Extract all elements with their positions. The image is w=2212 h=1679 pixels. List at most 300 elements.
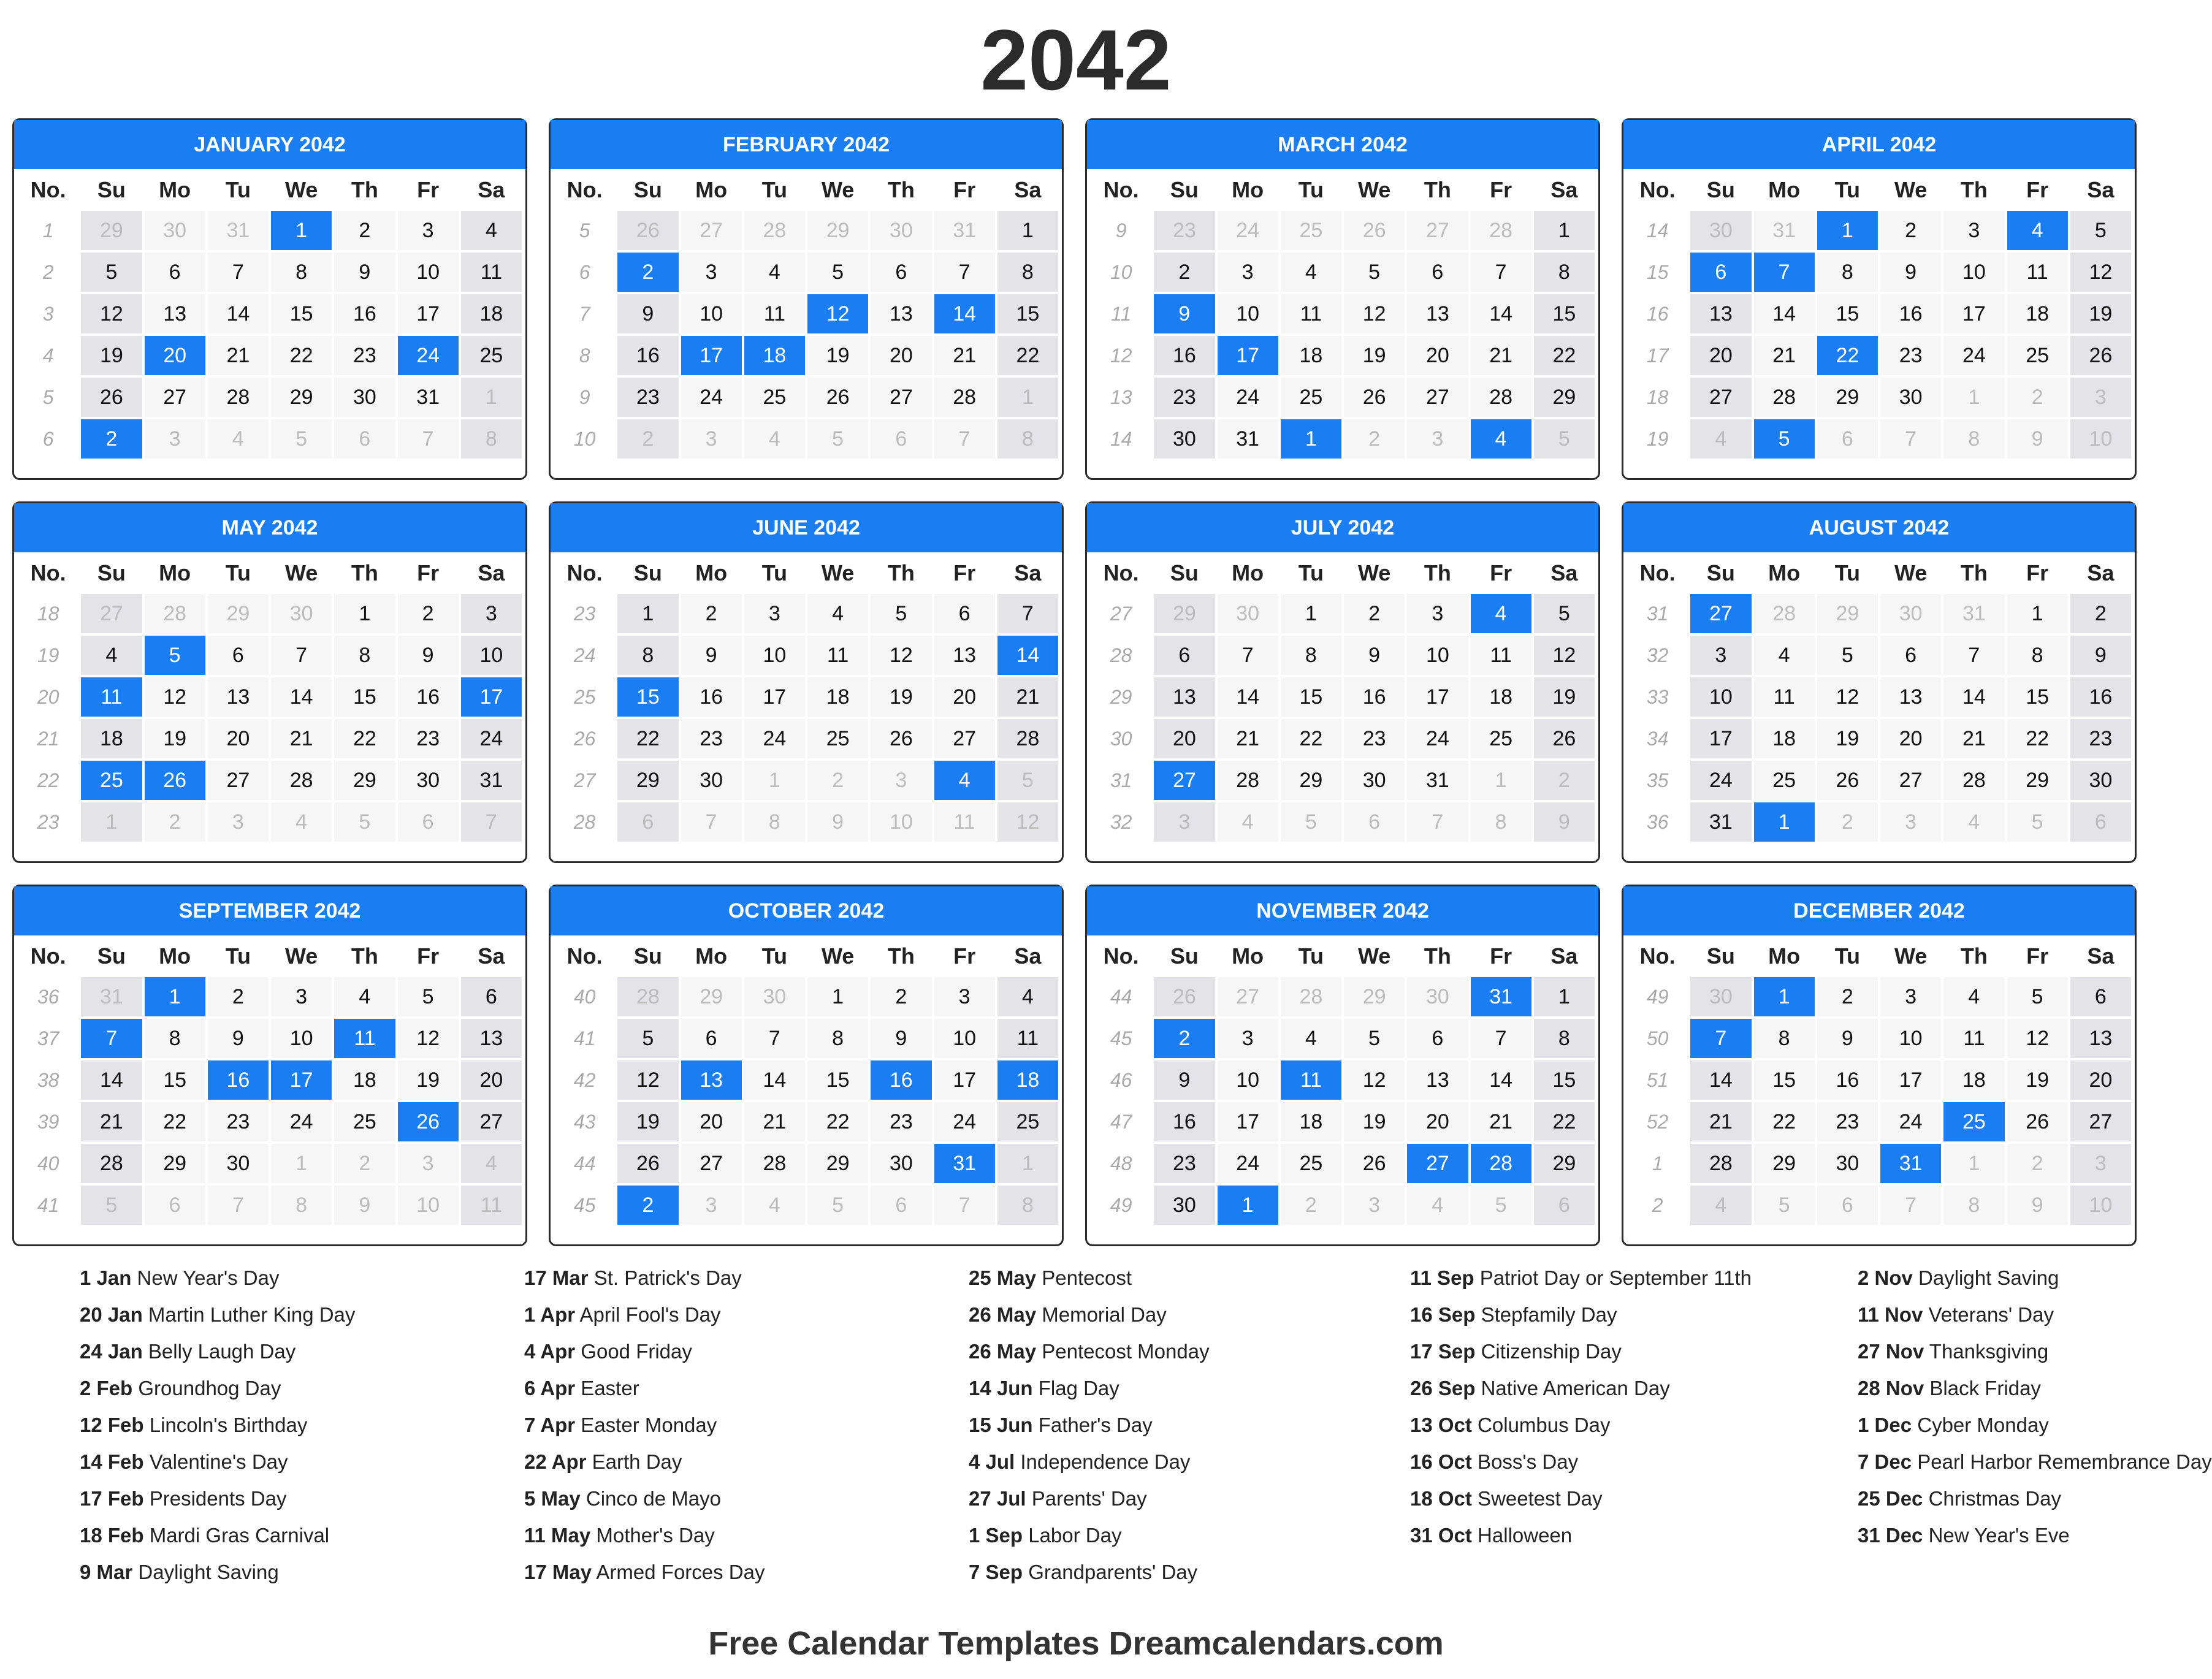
holiday-day-cell: 16 xyxy=(871,1060,931,1100)
holiday-item xyxy=(524,1407,765,1444)
day-cell: 19 xyxy=(398,1060,459,1100)
day-cell: 22 xyxy=(145,1102,205,1141)
day-cell: 8 xyxy=(1817,253,1878,292)
day-cell: 26 xyxy=(2070,336,2131,375)
holiday-date: 2 Feb xyxy=(80,1377,133,1399)
day-cell: 17 xyxy=(1218,1102,1278,1141)
day-cell: 6 xyxy=(1534,1186,1595,1225)
day-cell: 2 xyxy=(681,594,742,633)
footer-text: Free Calendar Templates Dreamcalendars.com xyxy=(708,1625,1444,1662)
day-cell: 30 xyxy=(1154,1186,1215,1225)
week-number: 23 xyxy=(554,594,615,633)
weekday-header: Fr xyxy=(1490,943,1512,969)
day-cell: 26 xyxy=(81,378,142,417)
day-cell: 8 xyxy=(1281,636,1341,675)
day-cell: 27 xyxy=(81,594,142,633)
holiday-name: Labor Day xyxy=(1023,1524,1122,1547)
day-cell: 6 xyxy=(681,1019,742,1058)
holiday-day-cell: 17 xyxy=(1218,336,1278,375)
holiday-name: Native American Day xyxy=(1475,1377,1670,1399)
holiday-date: 6 Apr xyxy=(524,1377,576,1399)
day-cell: 2 xyxy=(2007,1144,2068,1183)
week-number: 1 xyxy=(1627,1144,1688,1183)
day-cell: 14 xyxy=(271,677,332,717)
weekday-header: We xyxy=(284,560,318,585)
day-cell: 7 xyxy=(1471,253,1531,292)
day-cell: 13 xyxy=(1880,677,1941,717)
day-cell: 23 xyxy=(1154,211,1215,250)
holiday-name: Lincoln's Birthday xyxy=(143,1414,308,1436)
day-cell: 14 xyxy=(81,1060,142,1100)
day-cell: 7 xyxy=(398,419,459,459)
day-cell: 6 xyxy=(145,1186,205,1225)
day-cell: 26 xyxy=(1154,977,1215,1016)
day-cell: 15 xyxy=(2007,677,2068,717)
day-cell: 6 xyxy=(1880,636,1941,675)
month-title: JANUARY 2042 xyxy=(14,120,525,169)
weekday-header: Su xyxy=(633,177,662,202)
weekday-header: Mo xyxy=(1232,943,1264,969)
day-cell: 21 xyxy=(208,336,269,375)
weekday-header: Mo xyxy=(159,943,191,969)
day-cell: 20 xyxy=(934,677,995,717)
weekday-header: Sa xyxy=(1550,177,1578,202)
day-cell: 26 xyxy=(1344,1144,1405,1183)
holiday-day-cell: 11 xyxy=(81,677,142,717)
holiday-day-cell: 15 xyxy=(617,677,678,717)
day-cell: 6 xyxy=(398,802,459,842)
day-cell: 3 xyxy=(1218,1019,1278,1058)
day-cell: 2 xyxy=(1154,253,1215,292)
day-cell: 27 xyxy=(1880,761,1941,800)
day-cell: 27 xyxy=(1218,977,1278,1016)
day-cell: 11 xyxy=(744,294,805,333)
day-cell: 26 xyxy=(1344,211,1405,250)
week-number: 20 xyxy=(18,677,78,717)
holiday-day-cell: 28 xyxy=(1471,1144,1531,1183)
day-cell: 30 xyxy=(208,1144,269,1183)
month-calendar xyxy=(1622,501,2137,863)
week-number: 30 xyxy=(1091,719,1151,758)
day-cell: 7 xyxy=(744,1019,805,1058)
holiday-date: 26 Sep xyxy=(1410,1377,1476,1399)
day-cell: 21 xyxy=(271,719,332,758)
weekday-header: Tu xyxy=(1834,177,1861,202)
day-cell: 6 xyxy=(334,419,395,459)
weekday-header: Mo xyxy=(1232,560,1264,585)
day-cell: 2 xyxy=(807,761,868,800)
week-number: 21 xyxy=(18,719,78,758)
weekday-header: We xyxy=(1894,943,1928,969)
day-cell: 17 xyxy=(1407,677,1468,717)
weekday-header: No. xyxy=(1639,177,1676,202)
day-cell: 8 xyxy=(997,1186,1058,1225)
day-cell: 10 xyxy=(461,636,522,675)
day-cell: 20 xyxy=(461,1060,522,1100)
day-cell: 19 xyxy=(1817,719,1878,758)
day-cell: 8 xyxy=(1534,253,1595,292)
day-cell: 26 xyxy=(807,378,868,417)
holiday-item xyxy=(524,1370,765,1407)
week-number: 3 xyxy=(18,294,78,333)
weekday-header: Sa xyxy=(1550,943,1578,969)
holiday-day-cell: 25 xyxy=(81,761,142,800)
day-cell: 8 xyxy=(744,802,805,842)
holiday-day-cell: 1 xyxy=(145,977,205,1016)
day-cell: 2 xyxy=(334,211,395,250)
holiday-item xyxy=(969,1480,1210,1517)
week-number: 29 xyxy=(1091,677,1151,717)
day-cell: 18 xyxy=(1754,719,1815,758)
week-number: 25 xyxy=(554,677,615,717)
week-number: 10 xyxy=(554,419,615,459)
holiday-day-cell: 1 xyxy=(271,211,332,250)
day-cell: 29 xyxy=(1281,761,1341,800)
day-cell: 24 xyxy=(681,378,742,417)
day-cell: 19 xyxy=(807,336,868,375)
holiday-day-cell: 7 xyxy=(81,1019,142,1058)
weekday-header: Mo xyxy=(159,560,191,585)
day-cell: 3 xyxy=(1407,419,1468,459)
holiday-item xyxy=(1410,1517,1752,1554)
holiday-date: 25 May xyxy=(969,1266,1037,1289)
day-cell: 5 xyxy=(1281,802,1341,842)
holiday-date: 13 Oct xyxy=(1410,1414,1472,1436)
week-number: 16 xyxy=(1627,294,1688,333)
day-cell: 10 xyxy=(934,1019,995,1058)
day-cell: 1 xyxy=(1534,211,1595,250)
day-cell: 5 xyxy=(1471,1186,1531,1225)
holiday-date: 27 Jul xyxy=(969,1487,1026,1510)
week-number: 18 xyxy=(18,594,78,633)
weekday-header: Mo xyxy=(1768,177,1801,202)
day-cell: 22 xyxy=(2007,719,2068,758)
day-cell: 15 xyxy=(997,294,1058,333)
day-cell: 1 xyxy=(997,1144,1058,1183)
week-number: 36 xyxy=(18,977,78,1016)
weekday-header: Fr xyxy=(2026,560,2049,585)
day-cell: 22 xyxy=(997,336,1058,375)
week-number: 9 xyxy=(554,378,615,417)
weekday-header: Su xyxy=(1706,560,1735,585)
day-cell: 18 xyxy=(334,1060,395,1100)
day-cell: 29 xyxy=(1817,594,1878,633)
day-cell: 24 xyxy=(1218,1144,1278,1183)
weekday-header: No. xyxy=(1103,177,1139,202)
day-cell: 29 xyxy=(208,594,269,633)
holiday-name: Pentecost xyxy=(1036,1266,1132,1289)
holiday-date: 24 Jan xyxy=(80,1340,143,1363)
weekday-header: Sa xyxy=(2087,177,2115,202)
day-cell: 27 xyxy=(2070,1102,2131,1141)
day-cell: 2 xyxy=(208,977,269,1016)
day-cell: 9 xyxy=(1817,1019,1878,1058)
day-cell: 10 xyxy=(2070,1186,2131,1225)
day-cell: 27 xyxy=(1407,378,1468,417)
day-cell: 26 xyxy=(1817,761,1878,800)
day-cell: 5 xyxy=(871,594,931,633)
holiday-name: Grandparents' Day xyxy=(1023,1561,1198,1583)
day-cell: 8 xyxy=(1471,802,1531,842)
day-cell: 10 xyxy=(1218,1060,1278,1100)
day-cell: 21 xyxy=(1471,1102,1531,1141)
day-cell: 25 xyxy=(1281,1144,1341,1183)
day-cell: 4 xyxy=(81,636,142,675)
day-cell: 9 xyxy=(2007,1186,2068,1225)
weekday-header: Fr xyxy=(417,943,440,969)
holiday-name: New Year's Eve xyxy=(1923,1524,2070,1547)
day-cell: 27 xyxy=(208,761,269,800)
weekday-header: Su xyxy=(97,943,126,969)
day-cell: 1 xyxy=(271,1144,332,1183)
weekday-header: Su xyxy=(1706,177,1735,202)
holiday-name: Parents' Day xyxy=(1026,1487,1147,1510)
holiday-column xyxy=(80,1260,355,1591)
day-cell: 11 xyxy=(934,802,995,842)
day-cell: 28 xyxy=(145,594,205,633)
day-cell: 19 xyxy=(617,1102,678,1141)
day-cell: 3 xyxy=(271,977,332,1016)
day-cell: 7 xyxy=(1218,636,1278,675)
month-title: MARCH 2042 xyxy=(1087,120,1598,169)
day-cell: 10 xyxy=(744,636,805,675)
day-cell: 3 xyxy=(1407,594,1468,633)
day-cell: 20 xyxy=(208,719,269,758)
holiday-date: 17 Feb xyxy=(80,1487,144,1510)
day-cell: 9 xyxy=(208,1019,269,1058)
day-cell: 8 xyxy=(1754,1019,1815,1058)
weekday-header: Th xyxy=(1960,560,1988,585)
week-number: 19 xyxy=(18,636,78,675)
weekday-header: We xyxy=(1357,177,1391,202)
day-cell: 3 xyxy=(681,1186,742,1225)
day-cell: 22 xyxy=(1281,719,1341,758)
holiday-day-cell: 31 xyxy=(1471,977,1531,1016)
weekday-header: Su xyxy=(633,560,662,585)
day-cell: 8 xyxy=(2007,636,2068,675)
day-cell: 9 xyxy=(1154,1060,1215,1100)
holiday-item xyxy=(969,1370,1210,1407)
weekday-header: Fr xyxy=(953,560,976,585)
day-cell: 12 xyxy=(1534,636,1595,675)
day-cell: 31 xyxy=(461,761,522,800)
day-cell: 14 xyxy=(744,1060,805,1100)
week-number: 10 xyxy=(1091,253,1151,292)
day-cell: 1 xyxy=(1281,594,1341,633)
holiday-date: 16 Oct xyxy=(1410,1450,1472,1473)
day-cell: 27 xyxy=(871,378,931,417)
day-cell: 19 xyxy=(81,336,142,375)
day-cell: 30 xyxy=(271,594,332,633)
day-cell: 15 xyxy=(145,1060,205,1100)
holiday-date: 1 Sep xyxy=(969,1524,1023,1547)
day-cell: 28 xyxy=(81,1144,142,1183)
weekday-header: Tu xyxy=(1298,943,1324,969)
holiday-date: 11 Sep xyxy=(1410,1266,1474,1289)
day-cell: 21 xyxy=(1943,719,2004,758)
weekday-header: Mo xyxy=(1768,943,1801,969)
day-cell: 12 xyxy=(145,677,205,717)
day-cell: 6 xyxy=(871,253,931,292)
weekday-header: Tu xyxy=(761,943,788,969)
weekday-header: No. xyxy=(1103,943,1139,969)
day-cell: 16 xyxy=(1344,677,1405,717)
holiday-name: Black Friday xyxy=(1924,1377,2041,1399)
weekday-header: No. xyxy=(30,560,66,585)
day-cell: 25 xyxy=(807,719,868,758)
day-cell: 21 xyxy=(1471,336,1531,375)
day-cell: 19 xyxy=(871,677,931,717)
holiday-name: Father's Day xyxy=(1032,1414,1153,1436)
day-cell: 5 xyxy=(997,761,1058,800)
day-cell: 30 xyxy=(1880,594,1941,633)
day-cell: 29 xyxy=(1534,378,1595,417)
holiday-day-cell: 2 xyxy=(617,253,678,292)
day-cell: 7 xyxy=(997,594,1058,633)
week-number: 41 xyxy=(18,1186,78,1225)
holiday-date: 14 Jun xyxy=(969,1377,1033,1399)
day-cell: 3 xyxy=(2070,378,2131,417)
day-cell: 13 xyxy=(1407,294,1468,333)
day-cell: 1 xyxy=(807,977,868,1016)
day-cell: 1 xyxy=(1471,761,1531,800)
day-cell: 29 xyxy=(1534,1144,1595,1183)
holiday-date: 14 Feb xyxy=(80,1450,144,1473)
holiday-date: 17 Sep xyxy=(1410,1340,1476,1363)
holiday-item xyxy=(524,1296,765,1333)
holiday-item xyxy=(969,1554,1210,1591)
weekday-header: Sa xyxy=(1014,560,1042,585)
day-cell: 12 xyxy=(398,1019,459,1058)
day-cell: 5 xyxy=(1754,1186,1815,1225)
day-cell: 7 xyxy=(1880,1186,1941,1225)
weekday-header: Mo xyxy=(1768,560,1801,585)
weekday-header: Fr xyxy=(2026,177,2049,202)
day-cell: 18 xyxy=(1943,1060,2004,1100)
holiday-item xyxy=(1858,1444,2212,1480)
week-number: 46 xyxy=(1091,1060,1151,1100)
week-number: 27 xyxy=(1091,594,1151,633)
holiday-name: Cyber Monday xyxy=(1912,1414,2049,1436)
weekday-header: Tu xyxy=(225,177,251,202)
weekday-header: We xyxy=(1357,560,1391,585)
holiday-day-cell: 27 xyxy=(1154,761,1215,800)
weekday-header: Sa xyxy=(1014,943,1042,969)
day-cell: 28 xyxy=(934,378,995,417)
week-number: 5 xyxy=(554,211,615,250)
holiday-item xyxy=(1410,1296,1752,1333)
week-number: 23 xyxy=(18,802,78,842)
day-cell: 8 xyxy=(461,419,522,459)
day-cell: 18 xyxy=(1471,677,1531,717)
day-cell: 23 xyxy=(1344,719,1405,758)
weekday-header: Sa xyxy=(2087,943,2115,969)
holiday-day-cell: 9 xyxy=(1154,294,1215,333)
day-cell: 23 xyxy=(617,378,678,417)
day-cell: 6 xyxy=(871,1186,931,1225)
day-cell: 4 xyxy=(1943,802,2004,842)
day-cell: 4 xyxy=(1690,1186,1751,1225)
day-cell: 30 xyxy=(1817,1144,1878,1183)
weekday-header: We xyxy=(284,943,318,969)
holiday-date: 11 Nov xyxy=(1858,1303,1923,1326)
holiday-item xyxy=(80,1407,355,1444)
week-number: 2 xyxy=(1627,1186,1688,1225)
weekday-header: Su xyxy=(97,177,126,202)
holiday-day-cell: 17 xyxy=(271,1060,332,1100)
day-cell: 3 xyxy=(681,253,742,292)
day-cell: 6 xyxy=(1407,1019,1468,1058)
day-cell: 21 xyxy=(1218,719,1278,758)
day-cell: 28 xyxy=(271,761,332,800)
day-cell: 2 xyxy=(617,419,678,459)
day-cell: 19 xyxy=(145,719,205,758)
day-cell: 6 xyxy=(934,594,995,633)
day-cell: 4 xyxy=(1281,253,1341,292)
weekday-header: Fr xyxy=(1490,560,1512,585)
weekday-header: No. xyxy=(30,177,66,202)
day-cell: 11 xyxy=(997,1019,1058,1058)
day-cell: 5 xyxy=(2007,802,2068,842)
weekday-header: Tu xyxy=(761,560,788,585)
week-number: 14 xyxy=(1627,211,1688,250)
day-cell: 5 xyxy=(398,977,459,1016)
day-cell: 31 xyxy=(1407,761,1468,800)
day-cell: 9 xyxy=(807,802,868,842)
holiday-day-cell: 14 xyxy=(997,636,1058,675)
week-number: 9 xyxy=(1091,211,1151,250)
day-cell: 14 xyxy=(208,294,269,333)
day-cell: 6 xyxy=(461,977,522,1016)
day-cell: 4 xyxy=(461,211,522,250)
day-cell: 29 xyxy=(681,977,742,1016)
week-number: 39 xyxy=(18,1102,78,1141)
week-number: 31 xyxy=(1627,594,1688,633)
weekday-header: Tu xyxy=(1298,560,1324,585)
weekday-header: Mo xyxy=(159,177,191,202)
holiday-day-cell: 4 xyxy=(1471,419,1531,459)
day-cell: 17 xyxy=(744,677,805,717)
month-calendar xyxy=(12,501,527,863)
weekday-header: Sa xyxy=(478,177,505,202)
holiday-name: Groundhog Day xyxy=(132,1377,281,1399)
weekday-header: Sa xyxy=(1550,560,1578,585)
day-cell: 23 xyxy=(1154,1144,1215,1183)
day-cell: 21 xyxy=(1754,336,1815,375)
day-cell: 4 xyxy=(1407,1186,1468,1225)
holiday-item xyxy=(80,1260,355,1296)
holiday-day-cell: 24 xyxy=(398,336,459,375)
day-cell: 10 xyxy=(1943,253,2004,292)
holiday-item xyxy=(1410,1260,1752,1296)
day-cell: 5 xyxy=(1817,636,1878,675)
week-number: 15 xyxy=(1627,253,1688,292)
day-cell: 9 xyxy=(398,636,459,675)
day-cell: 8 xyxy=(271,1186,332,1225)
day-cell: 1 xyxy=(1534,977,1595,1016)
day-cell: 21 xyxy=(997,677,1058,717)
week-number: 37 xyxy=(18,1019,78,1058)
holiday-date: 7 Apr xyxy=(524,1414,576,1436)
holiday-name: Earth Day xyxy=(586,1450,682,1473)
month-title: APRIL 2042 xyxy=(1623,120,2135,169)
day-cell: 20 xyxy=(1880,719,1941,758)
day-cell: 24 xyxy=(1218,211,1278,250)
holiday-day-cell: 11 xyxy=(334,1019,395,1058)
holiday-item xyxy=(969,1407,1210,1444)
day-cell: 22 xyxy=(334,719,395,758)
weekday-header: We xyxy=(284,177,318,202)
